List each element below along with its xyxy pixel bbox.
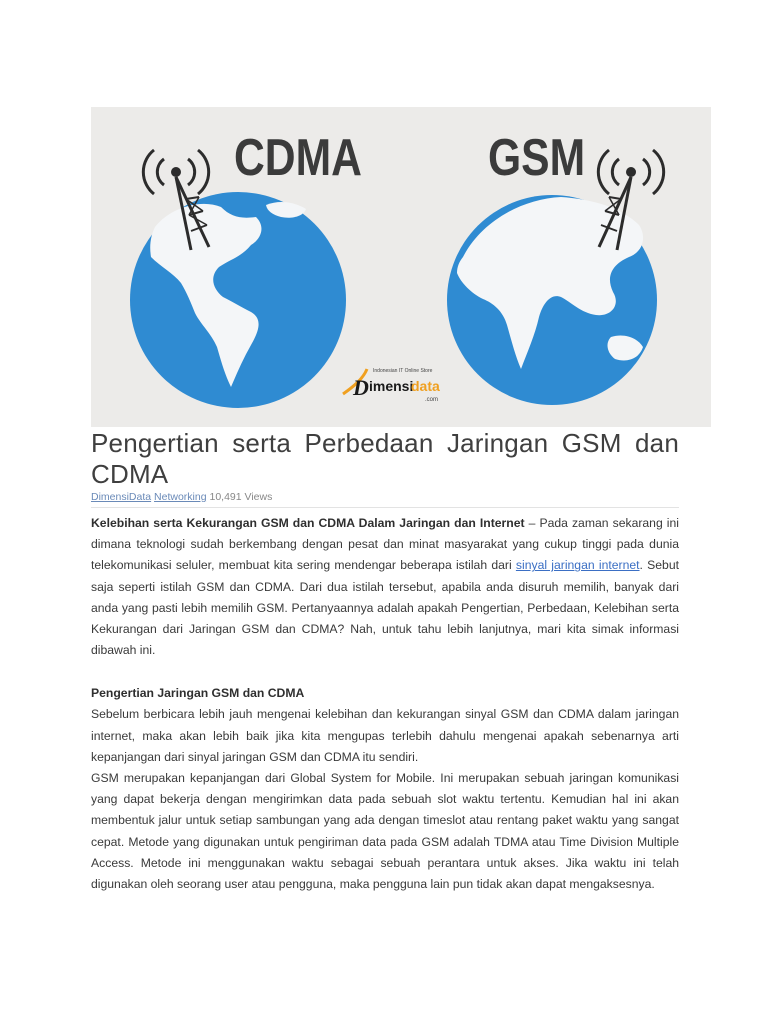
meta-divider [91, 507, 679, 508]
sinyal-jaringan-link[interactable]: sinyal jaringan internet [515, 558, 640, 573]
paragraph-1: Sebelum berbicara lebih jauh mengenai kelebihan dan kekurangan sinyal GSM dan CDMA dalam jaringan internet, maka akan lebih baik jika kita mengupas terlebih dahulu mengenai apakah sebenarnya arti kepanjangan dari sinyal jaringan GSM dan CDMA itu sendiri. [91, 707, 679, 764]
lead-paragraph [91, 513, 679, 661]
author-link[interactable]: DimensiData [91, 491, 152, 503]
left-globe-icon [130, 192, 346, 408]
cdma-label: CDMA [234, 129, 362, 188]
paragraph-2: GSM merupakan kepanjangan dari Global System for Mobile. Ini merupakan sebuah jaringan komunikasi yang dapat bekerja dengan mengirimkan data pada sebuah slot waktu tertentu. Kemudian hal ini akan membentuk jalur untuk setiap sambungan yang ada dengan timeslot atau rentang paket waktu yang sangat cepat. Metode yang digunakan untuk pengiriman data pada GSM adalah TDMA atau Time Division Multiple Access. Metode ini menggunakan waktu sebagai sebuah perantara untuk akses. Jika waktu ini telah digunakan oleh seorang user atau pengguna, maka pengguna lain pun tidak akan dapat mengaksesnya. [91, 771, 679, 892]
view-count: 10,491 Views [209, 491, 273, 503]
logo-tagline: Indonesian IT Online Store [373, 368, 433, 374]
logo-initial: D [353, 375, 369, 400]
category-link[interactable]: Networking [154, 491, 207, 503]
article-body [91, 513, 679, 895]
article-meta [91, 490, 679, 504]
logo-name-b: data [411, 378, 440, 394]
lead-bold: Kelebihan serta Kekurangan GSM dan CDMA Dalam Jaringan dan Internet [91, 516, 525, 530]
article-title: Pengertian serta Perbedaan Jaringan GSM dan CDMA [91, 428, 679, 489]
hero-illustration [91, 107, 711, 427]
gsm-label: GSM [488, 129, 586, 188]
lead-text-before: – Pada zaman sekarang ini dimana teknologi sudah berkembang dengan pesat dan minat masyarakat yang cukup tinggi pada dunia telekomunikasi seluler, membuat kita sering mendengar beberapa istilah dari [91, 516, 679, 573]
logo-suffix: .com [425, 397, 439, 403]
section-heading: Pengertian Jaringan GSM dan CDMA [91, 686, 305, 701]
logo-name-a: imensi [369, 378, 414, 394]
dimensidata-logo [343, 368, 440, 403]
lead-text-after: . Sebut saja seperti istilah GSM dan CDMA. Dari dua istilah tersebut, apabila anda disuruh memilih, banyak dari anda yang pasti lebih memilih GSM. Pertanyaannya adalah apakah Pengertian, Perbedaan, Kelebihan serta Kekurangan dari Jaringan GSM dan CDMA? Nah, untuk tahu lebih lanjutnya, mari kita simak informasi dibawah ini. [91, 558, 679, 658]
right-globe-icon [447, 195, 657, 405]
hero-image [91, 107, 711, 427]
